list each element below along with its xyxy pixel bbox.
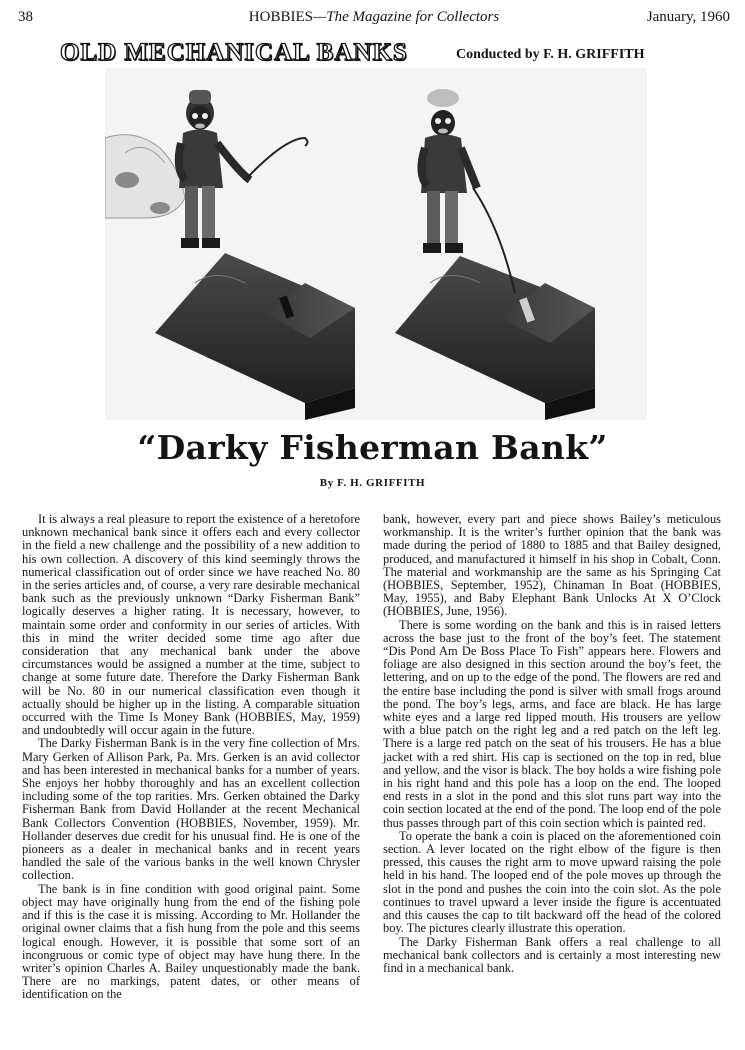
magazine-tagline: —The Magazine for Collectors xyxy=(312,9,500,25)
page-header xyxy=(18,9,730,29)
article-paragraph: The Darky Fisherman Bank offers a real challenge to all mechanical bank collectors and is certainly a most interesting new find in a mechanical bank. xyxy=(383,934,721,975)
article-paragraph: The Darky Fisherman Bank is in the very fine collection of Mrs. Mary Gerken of Allison Park, Pa. Mrs. Gerken is an avid collector and has been interested in mechanical banks for a number of years. She enjoys her hobby thoroughly and has an excellent collection including some of the top rarities. Mrs. Gerken obtained the Darky Fisherman Bank from David Hollander at the recent Mechanical Bank Collectors Convention (HOBBIES, November, 1959). Mr. Hollander deserves due credit for his unusual find. He is one of the pioneers as a dealer in mechanical banks and in recent years handled the sale of the various banks in the well known Chrysler collection. xyxy=(22,736,360,883)
article-paragraph: It is always a real pleasure to report the existence of a heretofore unknown mechanical bank since it offers each and every collector in the field a new challenge and the possibility of a new addition to his own collection. A discovery of this kind seemingly throws the numerical classification out of order since we have reached No. 80 in the series articles and, of course, a very rare desirable mechanical bank such as the previously unknown “Darky Fisherman Bank” logically deserves a higher rating. It is necessary, however, to maintain some order and conformity in our series of articles. With this in mind the writer decided some time ago after due consideration that any mechanical bank under the above circumstances would be assigned a number at the time, subject to change at some future date. Therefore the Darky Fisherman Bank will be No. 80 in our numerical classification even though it actually should be higher up in the listing. A comparable situation occurred with the Time Is Money Bank (HOBBIES, May, 1959) and undoubtedly will occur again in the future. xyxy=(22,512,360,738)
column-title: OLD MECHANICAL BANKS xyxy=(60,39,408,66)
magazine-name: HOBBIES xyxy=(248,9,313,25)
magazine-masthead xyxy=(18,9,730,26)
article-title: “Darky Fisherman Bank” xyxy=(137,428,608,467)
article-paragraph: There is some wording on the bank and this is in raised letters across the base just to the front of the boy’s feet. The statement “Dis Pond Am De Boss Place To Fish” appears here. Flowers and foliage are also designed in this section around the boy’s feet, the lettering, and on up to the edge of the pond. The flowers are red and the entire base including the pond is silver with small frogs around the pond. The boy’s legs, arms, and face are black. He has large white eyes and a large red lipped mouth. His trousers are yellow with a blue patch on the right leg and a red patch on the left leg. There is a large red patch on the seat of his trousers. He has a blue jacket with a red shirt. His cap is sectioned on the top in red, blue and yellow, and the visor is black. The boy holds a wire fishing pole in his right hand and this pole has a loop on the end. The looped end rests in a slot in the pond and this slot runs part way into the coin section located at the end of the pond. The loop end of the pole thus passes through part of this coin section which is painted red. xyxy=(383,617,721,830)
bank-photographs xyxy=(105,68,647,420)
issue-date: January, 1960 xyxy=(646,9,730,25)
article-column-left xyxy=(22,513,360,1002)
column-conductor: Conducted by F. H. GRIFFITH xyxy=(456,47,645,62)
article-paragraph: The bank is in fine condition with good original paint. Some object may have originally hung from the end of the fishing pole and if this is the case it is missing. According to Mr. Hollander the original owner claims that a fish hung from the pole and this seems logical enough. However, it is possible that some sort of an incongruous or comic type of object may have hung there. In the writer’s opinion Charles A. Bailey unquestionably made the bank. There are no markings, patent dates, or other means of identification on the xyxy=(22,881,360,1002)
article-paragraph-continued: bank, however, every part and piece shows Bailey’s meticulous workmanship. It is the writer’s further opinion that the bank was made during the period of 1880 to 1885 and that Bailey designed, produced, and manufactured it himself in his shop in Cobalt, Conn. The material and workmanship are the same as his Springing Cat (HOBBIES, September, 1952), Chinaman In Boat (HOBBIES, May, 1955), and Baby Elephant Bank Unlocks At X O’Clock (HOBBIES, June, 1956). xyxy=(383,512,721,619)
column-heading xyxy=(60,39,700,70)
article-paragraph: To operate the bank a coin is placed on the aforementioned coin section. A lever located on the right elbow of the figure is then pressed, this causes the right arm to move upward raising the pole held in his hand. The looped end of the pole moves up through the slot in the pond and pushes the coin into the coin slot. As the pole continues to travel upward a lever inside the figure is accentuated and this causes the cap to tilt backward off the head of the colored boy. The pictures clearly illustrate this operation. xyxy=(383,828,721,936)
article-byline: By F. H. GRIFFITH xyxy=(319,477,426,489)
page-number: 38 xyxy=(18,9,33,25)
article-column-right xyxy=(383,513,721,975)
